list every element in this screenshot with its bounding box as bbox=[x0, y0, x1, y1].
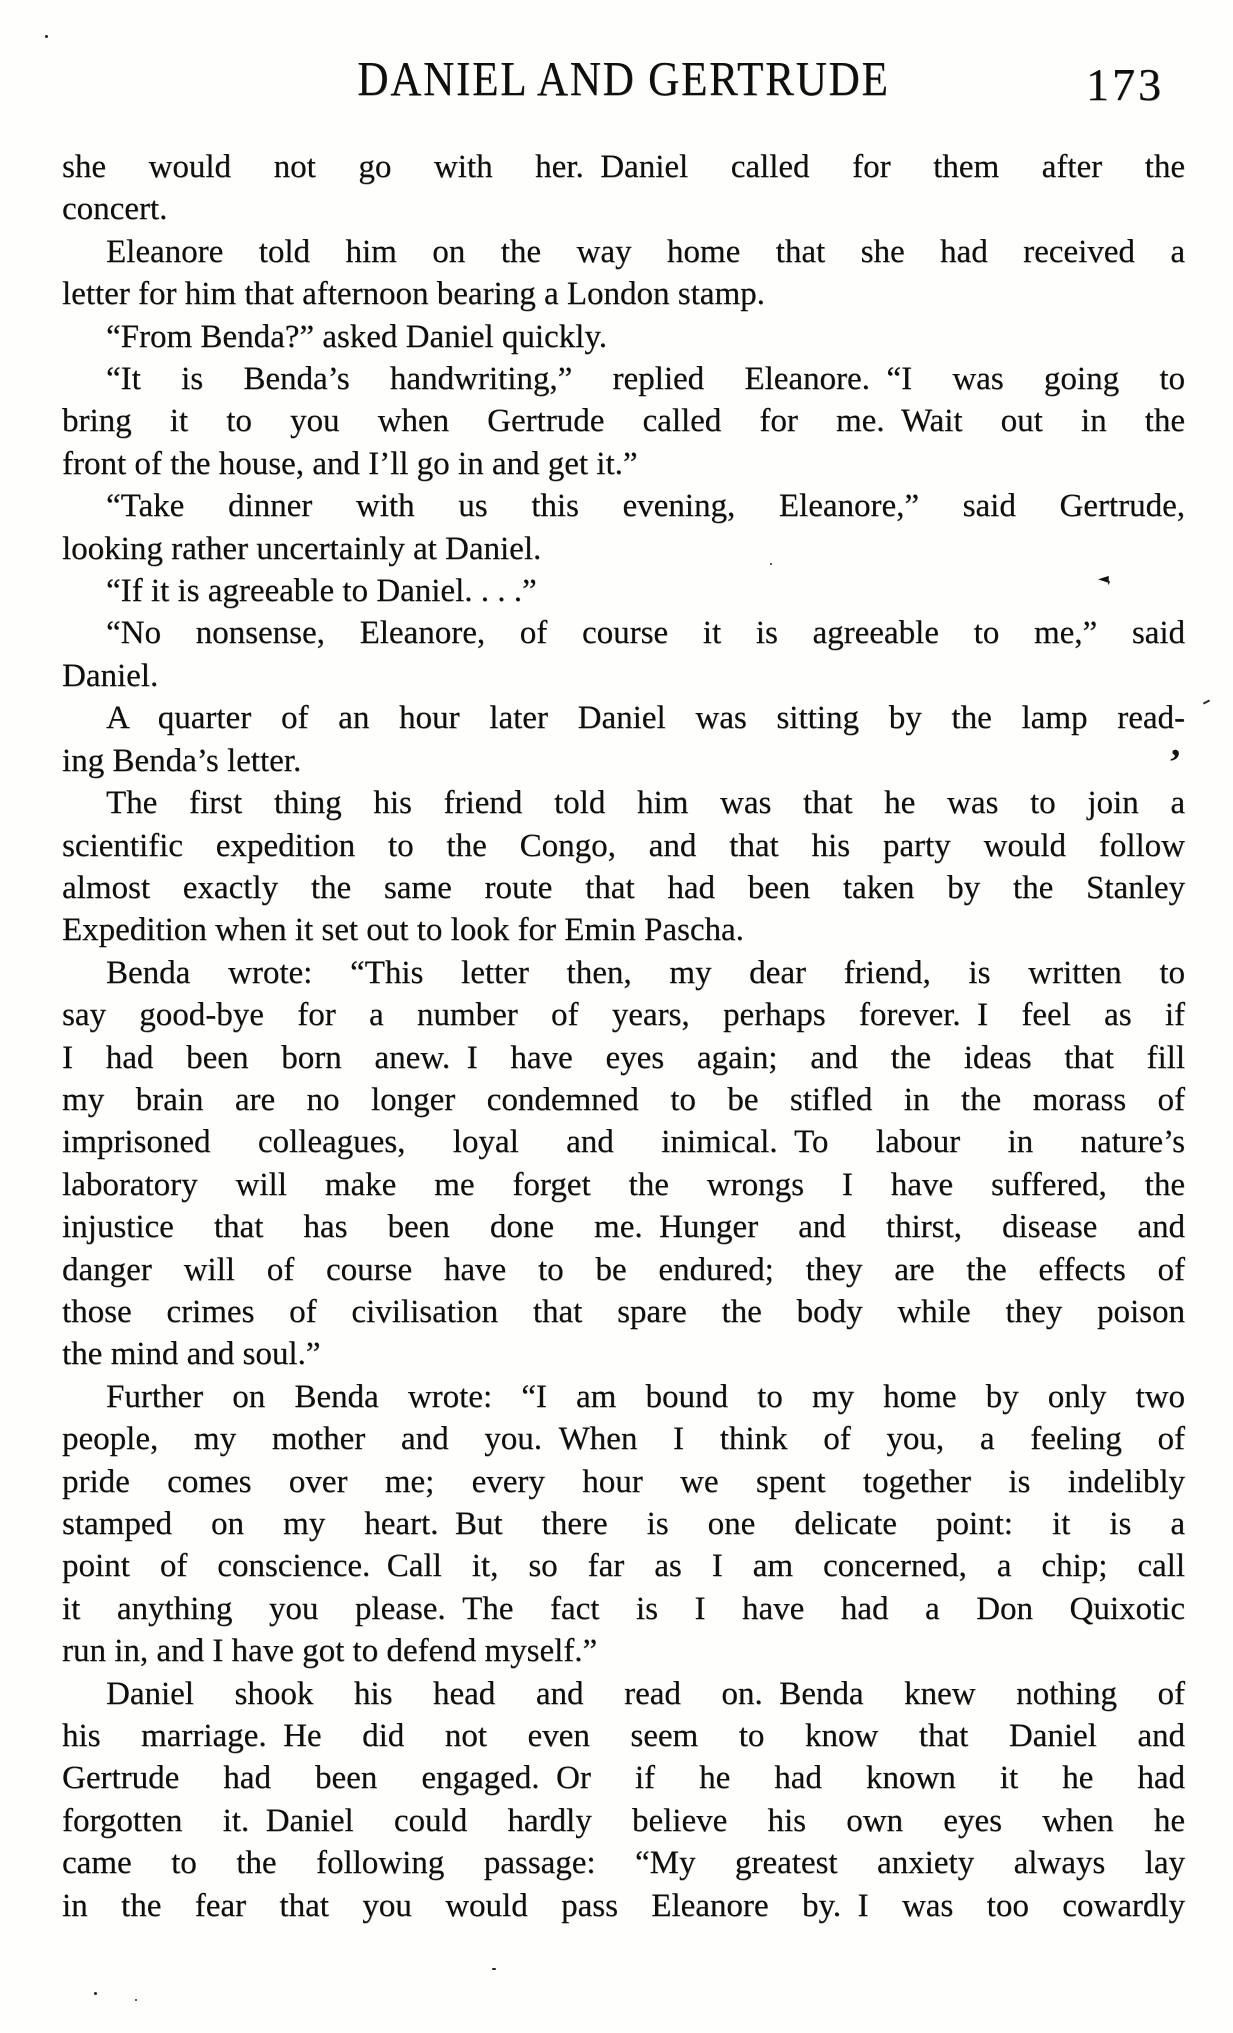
text-line: A quarter of an hour later Daniel was sitting by the lamp read- bbox=[106, 700, 1185, 737]
text-line: those crimes of civilisation that spare the body while they poison bbox=[62, 1293, 1185, 1330]
ink-speck-dot bbox=[94, 1992, 97, 1995]
text-line: the mind and soul.” bbox=[62, 1336, 321, 1373]
ink-speck-tick bbox=[1203, 699, 1210, 704]
paragraph bbox=[62, 358, 1185, 485]
text-line: almost exactly the same route that had been taken by the Stanley bbox=[62, 869, 1185, 906]
text-line: pride comes over me; every hour we spent together is indelibly bbox=[62, 1463, 1185, 1500]
ink-speck-arrow: ◄, bbox=[1098, 571, 1110, 587]
text-line: ing Benda’s letter. bbox=[62, 742, 302, 779]
text-line: looking rather uncertainly at Daniel. bbox=[62, 530, 542, 567]
text-line: letter for him that afternoon bearing a London stamp. bbox=[62, 276, 765, 313]
text-line: Daniel. bbox=[62, 657, 159, 694]
text-line: “It is Benda’s handwriting,” replied Eleanore. “I was going to bbox=[106, 361, 1185, 398]
text-line: Expedition when it set out to look for Emin Pascha. bbox=[62, 912, 744, 949]
text-line: concert. bbox=[62, 191, 168, 228]
text-line: Benda wrote: “This letter then, my dear friend, is written to bbox=[106, 954, 1185, 991]
paragraph bbox=[62, 485, 1185, 570]
text-line: “If it is agreeable to Daniel. . . .” bbox=[106, 573, 537, 610]
paragraph bbox=[62, 146, 1185, 231]
paragraph bbox=[62, 697, 1185, 785]
ink-speck-dot bbox=[135, 1999, 137, 2001]
paragraph bbox=[62, 952, 1185, 1376]
text-line: laboratory will make me forget the wrongs I have suffered, the bbox=[62, 1166, 1185, 1203]
ink-speck-dot bbox=[45, 35, 48, 38]
text-line: point of conscience. Call it, so far as I am concerned, a chip; call bbox=[62, 1548, 1185, 1585]
text-line: I had been born anew. I have eyes again; and the ideas that fill bbox=[62, 1039, 1185, 1076]
text-line: danger will of course have to be endured; they are the effects of bbox=[62, 1251, 1185, 1288]
text-line: forgotten it. Daniel could hardly believe his own eyes when he bbox=[62, 1802, 1185, 1839]
text-line: in the fear that you would pass Eleanore by. I was too cowardly bbox=[62, 1887, 1185, 1924]
text-line: “From Benda?” asked Daniel quickly. bbox=[106, 318, 607, 355]
text-line: stamped on my heart. But there is one delicate point: it is a bbox=[62, 1506, 1185, 1542]
text-line: came to the following passage: “My greatest anxiety always lay bbox=[62, 1845, 1185, 1882]
text-line: people, my mother and you. When I think of you, a feeling of bbox=[62, 1421, 1185, 1458]
page-body bbox=[62, 146, 1185, 1927]
page-number: 173 bbox=[1086, 59, 1164, 110]
paragraph bbox=[62, 231, 1185, 316]
text-line: scientific expedition to the Congo, and that his party would follow bbox=[62, 827, 1185, 864]
text-line: imprisoned colleagues, loyal and inimical. To labour in nature’s bbox=[62, 1124, 1185, 1161]
text-line: my brain are no longer condemned to be stifled in the morass of bbox=[62, 1081, 1185, 1118]
ink-speck-dot bbox=[492, 1968, 496, 1970]
text-line: injustice that has been done me. Hunger and thirst, disease and bbox=[62, 1209, 1185, 1246]
text-line: she would not go with her. Daniel called for them after the bbox=[62, 149, 1185, 185]
text-line: his marriage. He did not even seem to know that Daniel and bbox=[62, 1718, 1185, 1755]
text-line: “No nonsense, Eleanore, of course it is agreeable to me,” said bbox=[106, 615, 1185, 652]
text-line: Daniel shook his head and read on. Benda knew nothing of bbox=[106, 1675, 1185, 1712]
paragraph bbox=[62, 1376, 1185, 1673]
ink-speck-apostrophe: ’ bbox=[1165, 741, 1183, 785]
paragraph bbox=[62, 612, 1185, 697]
ink-speck-dot bbox=[770, 563, 772, 565]
text-line: Further on Benda wrote: “I am bound to my home by only two bbox=[106, 1378, 1185, 1415]
text-line: run in, and I have got to defend myself.” bbox=[62, 1633, 598, 1670]
running-header bbox=[62, 52, 1185, 106]
text-line: bring it to you when Gertrude called for me. Wait out in the bbox=[62, 403, 1185, 440]
text-line: “Take dinner with us this evening, Eleanore,” said Gertrude, bbox=[106, 488, 1185, 525]
text-line: say good-bye for a number of years, perhaps forever. I feel as if bbox=[62, 997, 1185, 1034]
paragraph bbox=[62, 1673, 1185, 1927]
paragraph bbox=[62, 316, 1185, 358]
text-line: front of the house, and I’ll go in and get it.” bbox=[62, 445, 638, 482]
paragraph bbox=[62, 570, 1185, 612]
text-line: it anything you please. The fact is I have had a Don Quixotic bbox=[62, 1590, 1185, 1627]
text-line: Gertrude had been engaged. Or if he had known it he had bbox=[62, 1760, 1185, 1797]
paragraph bbox=[62, 782, 1185, 952]
text-line: The first thing his friend told him was that he was to join a bbox=[106, 785, 1185, 822]
chapter-title: DANIEL AND GERTRUDE bbox=[357, 51, 890, 106]
text-line: Eleanore told him on the way home that she had received a bbox=[106, 233, 1185, 270]
